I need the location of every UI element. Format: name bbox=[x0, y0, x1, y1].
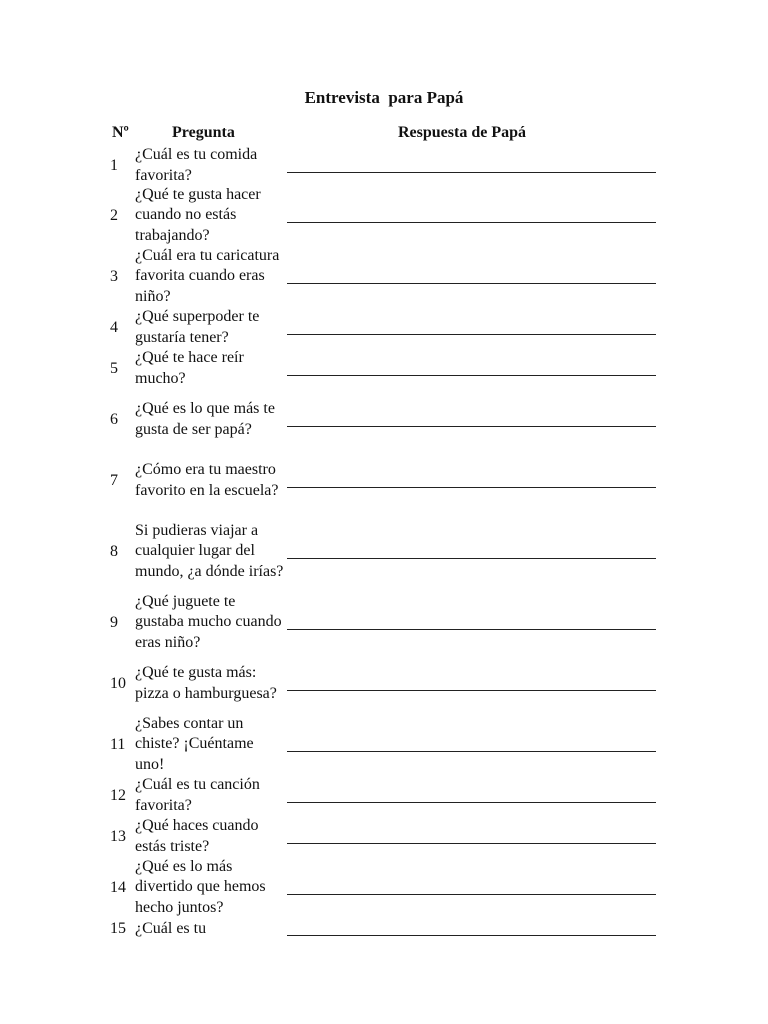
answer-line[interactable] bbox=[287, 389, 656, 450]
question-text: ¿Cuál es tu bbox=[135, 919, 207, 937]
question-text: ¿Qué es lo que más te gusta de ser papá? bbox=[135, 400, 275, 438]
answer-line[interactable] bbox=[287, 185, 656, 246]
question-text: ¿Qué haces cuando estás triste? bbox=[135, 817, 259, 855]
question-text: ¿Qué te hace reír mucho? bbox=[135, 349, 244, 387]
column-header-question: Pregunta bbox=[172, 124, 235, 141]
row-number: 10 bbox=[110, 674, 126, 692]
question-text: ¿Qué te gusta más: pizza o hamburguesa? bbox=[135, 664, 277, 702]
row-number: 9 bbox=[110, 613, 118, 631]
answer-line[interactable] bbox=[287, 857, 656, 918]
table-row bbox=[108, 714, 668, 775]
row-number: 7 bbox=[110, 471, 118, 489]
answer-line[interactable] bbox=[287, 816, 656, 857]
table-row bbox=[108, 918, 668, 940]
answer-line[interactable] bbox=[287, 307, 656, 348]
table-row bbox=[108, 185, 668, 246]
table-row bbox=[108, 592, 668, 653]
question-text: ¿Qué es lo más divertido que hemos hecho juntos? bbox=[135, 858, 266, 916]
question-text: Si pudieras viajar a cualquier lugar del mundo, ¿a dónde irías? bbox=[135, 522, 284, 580]
answer-line[interactable] bbox=[287, 146, 656, 185]
row-number: 15 bbox=[110, 920, 126, 937]
answer-line[interactable] bbox=[287, 511, 656, 592]
table-row bbox=[108, 246, 668, 307]
answer-line[interactable] bbox=[287, 918, 656, 940]
answer-line[interactable] bbox=[287, 653, 656, 714]
row-number: 4 bbox=[110, 318, 118, 336]
column-header-number: Nº bbox=[112, 124, 129, 141]
table-row bbox=[108, 511, 668, 592]
question-text: ¿Qué juguete te gustaba mucho cuando eras niño? bbox=[135, 593, 282, 651]
table-row bbox=[108, 389, 668, 450]
row-number: 3 bbox=[110, 267, 118, 285]
table-row bbox=[108, 857, 668, 918]
table-row bbox=[108, 307, 668, 348]
answer-line[interactable] bbox=[287, 714, 656, 775]
question-text: ¿Cuál era tu caricatura favorita cuando eras niño? bbox=[135, 247, 280, 305]
answer-line[interactable] bbox=[287, 246, 656, 307]
question-text: ¿Qué superpoder te gustaría tener? bbox=[135, 308, 260, 346]
page-title: Entrevista para Papá bbox=[304, 88, 464, 107]
table-row bbox=[108, 146, 668, 185]
question-text: ¿Cuál es tu canción favorita? bbox=[135, 776, 260, 814]
question-table bbox=[108, 146, 668, 940]
row-number: 6 bbox=[110, 410, 118, 428]
row-number: 5 bbox=[110, 359, 118, 377]
question-text: ¿Cuál es tu comida favorita? bbox=[135, 146, 258, 184]
question-text: ¿Sabes contar un chiste? ¡Cuéntame uno! bbox=[135, 715, 254, 773]
table-row bbox=[108, 348, 668, 389]
question-text: ¿Cómo era tu maestro favorito en la escuela? bbox=[135, 461, 279, 499]
row-number: 2 bbox=[110, 206, 118, 224]
question-text: ¿Qué te gusta hacer cuando no estás trabajando? bbox=[135, 186, 261, 244]
answer-line[interactable] bbox=[287, 348, 656, 389]
column-header-answer: Respuesta de Papá bbox=[398, 124, 527, 141]
row-number: 12 bbox=[110, 786, 126, 804]
row-number: 11 bbox=[110, 735, 126, 753]
row-number: 1 bbox=[110, 156, 118, 174]
answer-line[interactable] bbox=[287, 775, 656, 816]
table-row bbox=[108, 816, 668, 857]
row-number: 14 bbox=[110, 878, 126, 896]
table-row bbox=[108, 775, 668, 816]
answer-line[interactable] bbox=[287, 592, 656, 653]
row-number: 13 bbox=[110, 827, 126, 845]
row-number: 8 bbox=[110, 542, 118, 560]
answer-line[interactable] bbox=[287, 450, 656, 511]
table-row bbox=[108, 653, 668, 714]
table-row bbox=[108, 450, 668, 511]
